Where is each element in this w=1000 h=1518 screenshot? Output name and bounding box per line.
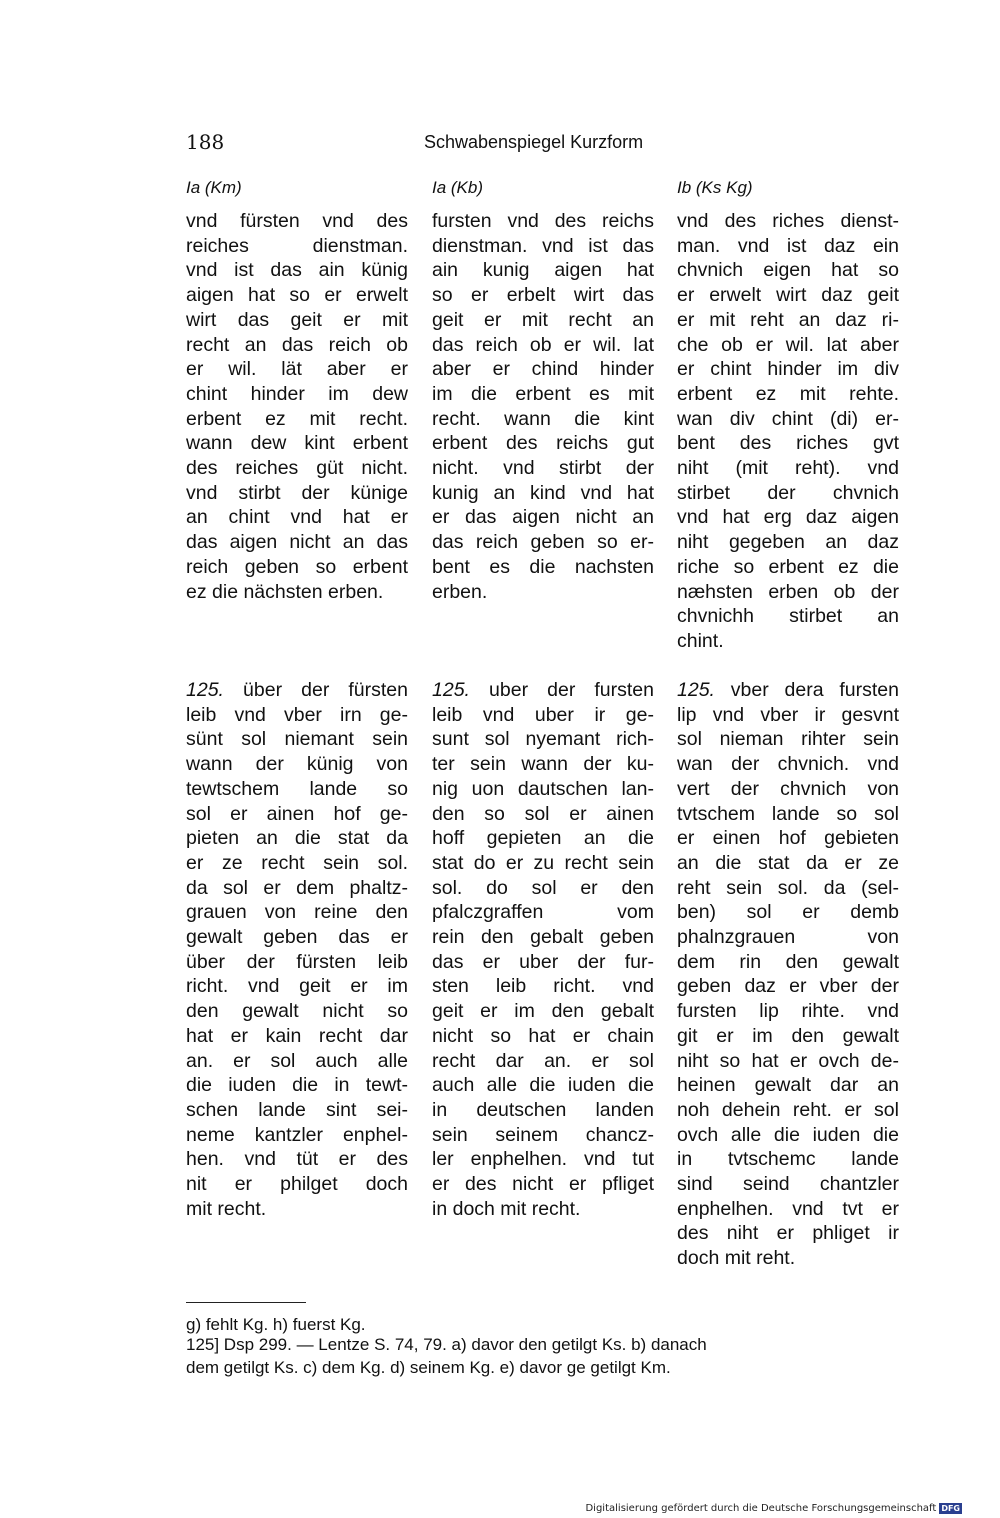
column-heading-2: Ia (Kb) xyxy=(432,178,484,197)
text-line: rein den gebalt geben xyxy=(432,926,654,949)
column-2-section-125 xyxy=(432,678,654,1221)
text-line: er erwelt wirt daz geit xyxy=(677,284,899,307)
text-line: recht dar an. er sol xyxy=(432,1049,654,1072)
text-line: recht. wann die kint xyxy=(432,407,654,430)
text-line: vnd stirbt der künige xyxy=(186,481,408,504)
text-line: nit er philget doch xyxy=(186,1173,408,1196)
text-line: hat er kain recht dar xyxy=(186,1024,408,1047)
text-line: kunig an kind vnd hat xyxy=(432,481,654,504)
text-line-content: uber der fursten xyxy=(489,679,654,701)
text-line: aber er chind hinder xyxy=(432,358,654,381)
text-line: gewalt geben das er xyxy=(186,926,408,949)
text-line: sein seinem chancz- xyxy=(432,1123,654,1146)
column-1-top-text xyxy=(186,209,408,604)
text-line: mit recht. xyxy=(186,1197,267,1220)
column-3-top-text xyxy=(677,209,899,654)
text-line: das er uber der fur- xyxy=(432,950,654,973)
text-line: heinen gewalt dar an xyxy=(677,1074,899,1097)
text-line: geben daz er vber der xyxy=(677,975,899,998)
text-line: grauen von reine den xyxy=(186,901,408,924)
text-line: geit er im den gebalt xyxy=(432,1000,654,1023)
text-line: chint hinder im dew xyxy=(186,382,408,405)
text-line: lip vnd vber ir gesvnt xyxy=(677,703,899,726)
text-line: des niht er phliget ir xyxy=(677,1222,899,1245)
text-line: erbent des reichs gut xyxy=(432,432,654,455)
column-2-top-text xyxy=(432,209,654,604)
text-line: bent es die nachsten xyxy=(432,555,654,578)
text-line: im die erbent es mit xyxy=(432,382,654,405)
text-line: da sol er dem phaltz- xyxy=(186,876,408,899)
text-line: erbent ez mit rehte. xyxy=(677,382,899,405)
text-line: wirt das geit er mit xyxy=(186,308,408,331)
text-line: ain kunig aigen hat xyxy=(432,259,654,282)
text-line: recht an das reich ob xyxy=(186,333,408,356)
text-line: sunt sol nyemant rich- xyxy=(432,728,654,751)
section-number: 125. xyxy=(186,679,244,701)
text-line: vnd fürsten vnd des xyxy=(186,210,408,232)
column-heading-3: Ib (Ks Kg) xyxy=(677,178,753,197)
text-line: pfalczgraffen vom xyxy=(432,901,654,924)
text-line: noh dehein reht. er sol xyxy=(677,1098,899,1121)
column-3-section-125 xyxy=(677,678,899,1271)
text-line: so er erbelt wirt das xyxy=(432,284,654,307)
text-line: er ze recht sein sol. xyxy=(186,851,408,874)
section-number: 125. xyxy=(432,679,490,701)
text-line: reiches dienstman. xyxy=(186,234,408,257)
text-line: che ob er wil. lat aber xyxy=(677,333,899,356)
text-line: nicht. vnd stirbt der xyxy=(432,457,654,480)
text-line: riche so erbent ez die xyxy=(677,555,899,578)
text-line: wan der chvnich. vnd xyxy=(677,753,899,776)
text-line: an die stat da er ze xyxy=(677,851,899,874)
text-line: fursten lip rihte. vnd xyxy=(677,1000,899,1023)
digitization-credit xyxy=(585,1503,962,1514)
text-line: stat do er zu recht sein xyxy=(432,851,654,874)
text-line: phalnzgrauen von xyxy=(677,926,899,949)
text-line: chvnichh stirbet an xyxy=(677,605,899,628)
text-line: sol. do sol er den xyxy=(432,876,654,899)
page-number: 188 xyxy=(186,130,225,154)
text-line: vert der chvnich von xyxy=(677,777,899,800)
text-line: wann dew kint erbent xyxy=(186,432,408,455)
text-line: an chint vnd hat er xyxy=(186,506,408,529)
text-line: schen lande sint sei- xyxy=(186,1098,408,1121)
text-line: fursten vnd des reichs xyxy=(432,210,654,232)
text-line: nig uon dautschen lan- xyxy=(432,777,654,800)
footnote-line-1: g) fehlt Kg. h) fuerst Kg. xyxy=(186,1315,366,1334)
text-line: an. er sol auch alle xyxy=(186,1049,408,1072)
text-line: geit er mit recht an xyxy=(432,308,654,331)
text-line: sol nieman rihter sein xyxy=(677,728,899,751)
text-line: in doch mit recht. xyxy=(432,1197,581,1220)
text-line: enphelhen. vnd tvt er xyxy=(677,1197,899,1220)
text-line: reht sein sol. da (sel- xyxy=(677,876,899,899)
text-line: hen. vnd tüt er des xyxy=(186,1148,408,1171)
text-line: nicht so hat er chain xyxy=(432,1024,654,1047)
text-line: in tvtschemc lande xyxy=(677,1148,899,1171)
text-line xyxy=(432,678,654,703)
text-line: über der fürsten leib xyxy=(186,950,408,973)
text-line: leib vnd uber ir ge- xyxy=(432,703,654,726)
text-line: vnd hat erg daz aigen xyxy=(677,506,899,529)
footnote-divider xyxy=(186,1302,306,1303)
credit-text: Digitalisierung gefördert durch die Deutsche Forschungsgemeinschaft xyxy=(585,1503,937,1514)
section-number: 125. xyxy=(677,679,731,701)
text-line: das reich ob er wil. lat xyxy=(432,333,654,356)
text-line: aigen hat so er erwelt xyxy=(186,284,408,307)
text-line: neme kantzler enphel- xyxy=(186,1123,408,1146)
text-line: doch mit reht. xyxy=(677,1247,796,1270)
text-line: stirbet der chvnich xyxy=(677,481,899,504)
text-line: richt. vnd geit er im xyxy=(186,975,408,998)
text-line: das reich geben so er- xyxy=(432,531,654,554)
text-line: reich geben so erbent xyxy=(186,555,408,578)
dfg-logo: DFG xyxy=(941,1504,960,1513)
text-line: leib vnd vber irn ge- xyxy=(186,703,408,726)
text-line: ler enphelhen. vnd tut xyxy=(432,1148,654,1171)
text-line: chint. xyxy=(677,629,724,652)
text-line: ter sein wann der ku- xyxy=(432,753,654,776)
text-line: er mit reht an daz ri- xyxy=(677,308,899,331)
text-line: hoff gepieten an die xyxy=(432,827,654,850)
text-line: vnd des riches dienst- xyxy=(677,210,899,232)
text-line: auch alle die iuden die xyxy=(432,1074,654,1097)
text-line: erben. xyxy=(432,580,488,603)
text-line: niht (mit reht). vnd xyxy=(677,457,899,480)
text-line: er wil. lät aber er xyxy=(186,358,408,381)
text-line-content: vber dera fursten xyxy=(730,679,899,701)
text-line: er des nicht er pfliget xyxy=(432,1173,654,1196)
text-line: dienstman. vnd ist das xyxy=(432,234,654,257)
text-line: ben) sol er demb xyxy=(677,901,899,924)
text-line: niht gegeben an daz xyxy=(677,531,899,554)
text-line: ez die nächsten erben. xyxy=(186,580,384,603)
text-line: tvtschem lande so sol xyxy=(677,802,899,825)
text-line: er einen hof gebieten xyxy=(677,827,899,850)
text-line: git er im den gewalt xyxy=(677,1024,899,1047)
text-line: vnd ist das ain künig xyxy=(186,259,408,282)
text-line: sünt sol niemant sein xyxy=(186,728,408,751)
text-line: den so sol er ainen xyxy=(432,802,654,825)
running-title: Schwabenspiegel Kurzform xyxy=(424,132,644,152)
text-line: sol er ainen hof ge- xyxy=(186,802,408,825)
text-line: man. vnd ist daz ein xyxy=(677,234,899,257)
text-line: chvnich eigen hat so xyxy=(677,259,899,282)
text-line: pieten an die stat da xyxy=(186,827,408,850)
text-line: er chint hinder im div xyxy=(677,358,899,381)
text-line: sind seind chantzler xyxy=(677,1173,899,1196)
text-line: das aigen nicht an das xyxy=(186,531,408,554)
text-line xyxy=(186,678,408,703)
text-line: den gewalt nicht so xyxy=(186,1000,408,1023)
text-line: des reiches güt nicht. xyxy=(186,457,408,480)
text-line-content: über der fürsten xyxy=(243,679,408,701)
text-line: bent des riches gvt xyxy=(677,432,899,455)
text-line: wann der künig von xyxy=(186,753,408,776)
footnote-line-2: 125] Dsp 299. — Lentze S. 74, 79. a) davor den getilgt Ks. b) danach xyxy=(186,1335,707,1354)
text-line: wan div chint (di) er- xyxy=(677,407,899,430)
text-line: ovch alle die iuden die xyxy=(677,1123,899,1146)
text-line: næhsten erben ob der xyxy=(677,580,899,603)
column-heading-1: Ia (Km) xyxy=(186,178,242,197)
text-line: die iuden die in tewt- xyxy=(186,1074,408,1097)
text-line: in deutschen landen xyxy=(432,1098,654,1121)
text-line: dem rin den gewalt xyxy=(677,950,899,973)
text-line: niht so hat er ovch de- xyxy=(677,1049,899,1072)
text-line xyxy=(677,678,899,703)
text-line: erbent ez mit recht. xyxy=(186,407,408,430)
text-line: tewtschem lande so xyxy=(186,777,408,800)
column-1-section-125 xyxy=(186,678,408,1221)
footnote-line-3: dem getilgt Ks. c) dem Kg. d) seinem Kg. e) davor ge getilgt Km. xyxy=(186,1358,671,1377)
text-line: sten leib richt. vnd xyxy=(432,975,654,998)
text-line: er das aigen nicht an xyxy=(432,506,654,529)
